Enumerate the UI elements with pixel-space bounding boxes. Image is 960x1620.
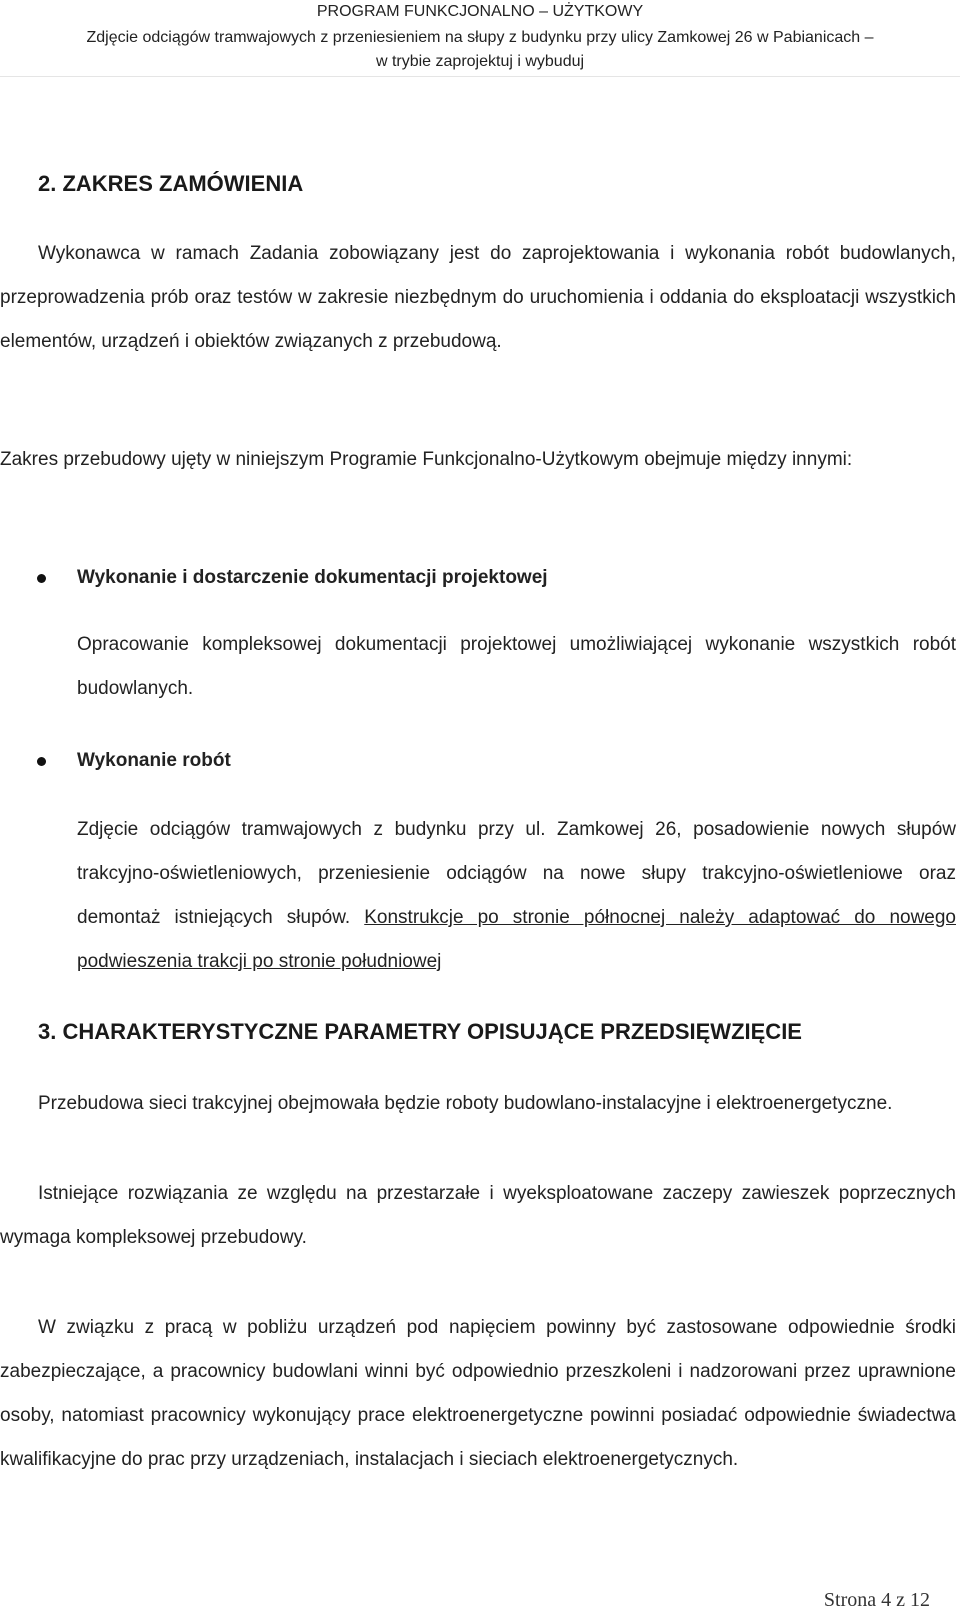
- page-number: Strona 4 z 12: [823, 1589, 930, 1611]
- document-header-mode: w trybie zaprojektuj i wybuduj: [375, 53, 585, 70]
- document-header-title: PROGRAM FUNKCJONALNO – UŻYTKOWY: [316, 3, 644, 20]
- bullet-2-body: Zdjęcie odciągów tramwajowych z budynku przy ul. Zamkowej 26, posadowienie nowych słupów trakcyjno-oświetleniowych, przeniesienie odciągów na nowe słupy trakcyjno-oświetleniowe oraz demontaż istniejących słupów.: [77, 819, 956, 928]
- section-3-heading: 3. CHARAKTERYSTYCZNE PARAMETRY OPISUJĄCE PRZEDSIĘWZIĘCIE: [38, 1019, 802, 1044]
- bullet-1-label: Wykonanie i dostarczenie dokumentacji projektowej: [77, 567, 548, 588]
- section-2-paragraph-2: Zakres przebudowy ujęty w niniejszym Programie Funkcjonalno-Użytkowym obejmuje między innymi:: [0, 449, 853, 470]
- section-3-paragraph-3: W związku z pracą w pobliżu urządzeń pod napięciem powinny być zastosowane odpowiednie środki zabezpieczające, a pracownicy budowlani winni być odpowiednio przeszkoleni i nadzorowani przez uprawnione osoby, natomiast pracownicy wykonujący prace elektroenergetyczne powinni posiadać odpowiednie świadectwa kwalifikacyjne do prac przy urządzeniach, instalacjach i sieciach elektroenergetycznych.: [0, 1317, 956, 1470]
- bullet-2-underlined-note: Konstrukcje po stronie północnej należy adaptować do nowego podwieszenia trakcji po stronie południowej: [77, 907, 956, 972]
- bullet-marker: [37, 757, 46, 766]
- bullet-marker: [37, 574, 46, 583]
- bullet-1-text: Opracowanie kompleksowej dokumentacji projektowej umożliwiającej wykonanie wszystkich robót budowlanych.: [77, 634, 956, 699]
- section-3-paragraph-1: Przebudowa sieci trakcyjnej obejmowała będzie roboty budowlano-instalacyjne i elektroenergetyczne.: [38, 1093, 893, 1114]
- section-3-paragraph-2: Istniejące rozwiązania ze względu na przestarzałe i wyeksploatowane zaczepy zawieszek poprzecznych wymaga kompleksowej przebudowy.: [0, 1183, 956, 1248]
- section-2-heading: 2. ZAKRES ZAMÓWIENIA: [38, 171, 304, 196]
- bullet-2-text: [77, 808, 956, 984]
- bullet-2-label: Wykonanie robót: [77, 750, 231, 771]
- section-2-paragraph-1: Wykonawca w ramach Zadania zobowiązany jest do zaprojektowania i wykonania robót budowlanych, przeprowadzenia prób oraz testów w zakresie niezbędnym do uruchomienia i oddania do eksploatacji wszystkich elementów, urządzeń i obiektów związanych z przebudową.: [0, 243, 956, 352]
- header-divider: [0, 76, 960, 77]
- document-header-subtitle: Zdjęcie odciągów tramwajowych z przeniesieniem na słupy z budynku przy ulicy Zamkowej 26 w Pabianicach –: [86, 29, 874, 46]
